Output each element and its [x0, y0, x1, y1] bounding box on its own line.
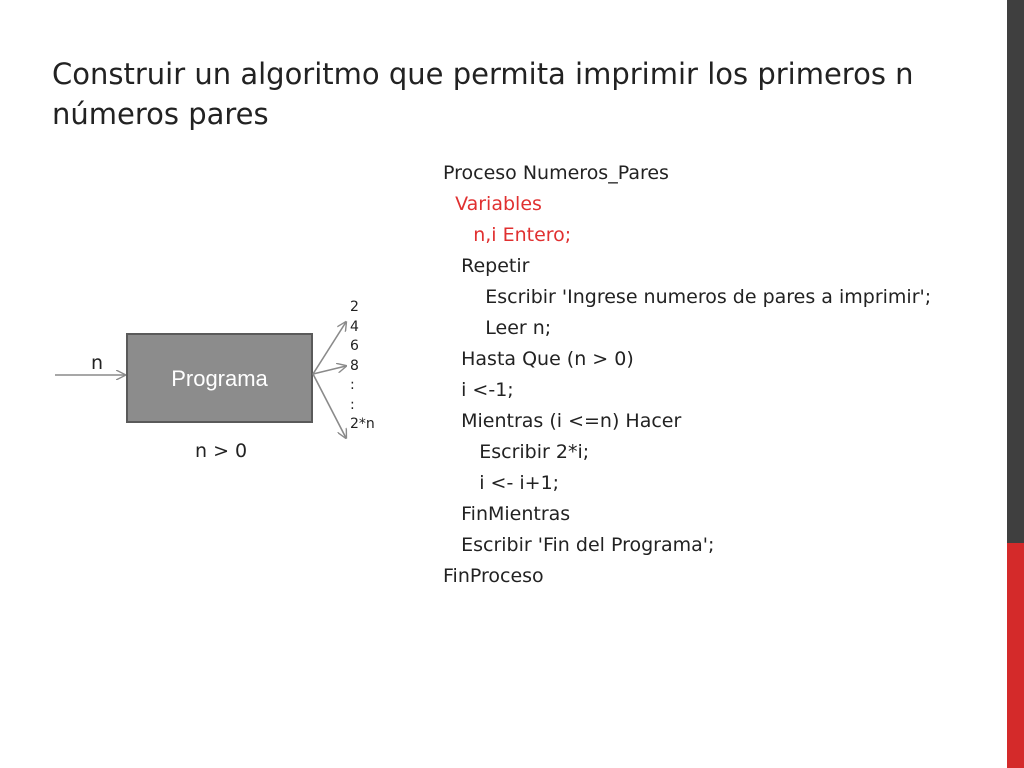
- output-item: 2: [350, 299, 359, 315]
- condition-label: n > 0: [195, 440, 248, 462]
- code-line: i <-1;: [443, 379, 514, 401]
- code-line: Repetir: [443, 255, 530, 277]
- code-line: FinMientras: [443, 503, 571, 525]
- output-item: 8: [350, 357, 359, 374]
- program-box-label: Programa: [171, 366, 268, 391]
- title-line-1: Construir un algoritmo que permita imprimir los primeros n: [52, 57, 914, 91]
- code-line: Mientras (i <=n) Hacer: [443, 410, 682, 432]
- code-line: i <- i+1;: [443, 472, 560, 494]
- code-line: Hasta Que (n > 0): [443, 348, 634, 370]
- code-line: Escribir 2*i;: [443, 441, 590, 463]
- output-item: 4: [350, 318, 359, 335]
- code-line-variables: Variables: [443, 193, 542, 215]
- code-line: Escribir 'Ingrese numeros de pares a imprimir';: [443, 286, 932, 308]
- code-line: FinProceso: [443, 565, 544, 587]
- output-list: [350, 298, 375, 435]
- code-line: Escribir 'Fin del Programa';: [443, 534, 715, 556]
- pseudocode-block: [443, 158, 1003, 592]
- output-item: :: [350, 377, 355, 393]
- title-line-2: números pares: [52, 97, 269, 131]
- output-item: 2*n: [350, 416, 375, 432]
- code-line: Leer n;: [443, 317, 552, 339]
- output-arrow-bottom: [313, 374, 346, 438]
- output-arrow-top: [313, 322, 346, 374]
- output-item: 6: [350, 338, 359, 354]
- input-label: n: [91, 352, 104, 374]
- code-line-declaration: n,i Entero;: [443, 224, 572, 246]
- code-line: Proceso Numeros_Pares: [443, 162, 669, 184]
- output-item: :: [350, 396, 355, 413]
